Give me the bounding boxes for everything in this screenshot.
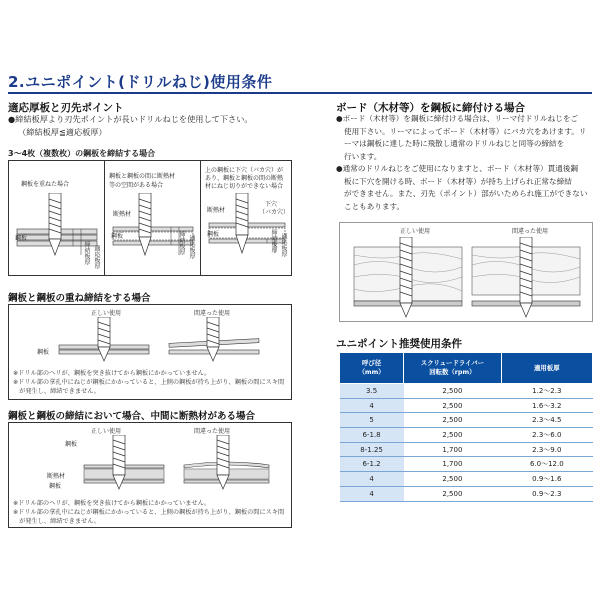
figure-board — [339, 222, 593, 322]
panel2-caption-line1: 鋼板と鋼板の間に断熱材 — [109, 173, 176, 180]
table-row — [340, 486, 593, 501]
panel2-label-insulation: 断熱材 — [113, 211, 132, 218]
fig3-label-insulation: 断熱材 — [47, 473, 66, 480]
cell-rpm: 2,500 — [404, 428, 501, 443]
fig2-wrong-label: 間違った使用 — [194, 310, 231, 317]
panel3-label-hole-sub: （バカ穴） — [259, 209, 290, 216]
cell-thickness: 0.9〜1.6 — [501, 472, 592, 487]
heading-insulation-fastening: 鋼板と鋼板の締結において場合、中間に断熱材がある場合 — [8, 411, 256, 422]
bullet-thickness-1: ●締結板厚より刃先ポイントが長いドリルねじを使用して下さい。 — [8, 114, 253, 124]
cell-diameter: 4 — [340, 472, 404, 487]
fig3-label-plate-top: 鋼板 — [65, 441, 78, 448]
board-bullet-1-line4: 行います。 — [344, 151, 382, 161]
cell-rpm: 2,500 — [404, 413, 501, 428]
figure-overlap — [8, 304, 292, 400]
panel1-label-applicable-thickness: 適応板厚 — [93, 245, 100, 269]
board-bullet-2-line3: ができません。また、刃先（ポイント）部がいためられ施工ができない — [344, 189, 588, 198]
panel-divider — [104, 161, 105, 275]
heading-overlap-fastening: 鋼板と鋼板の重ね締結をする場合 — [8, 293, 151, 304]
cell-rpm: 2,500 — [404, 486, 501, 501]
col-rpm-line1: スクリュードライバー — [420, 359, 485, 367]
cell-rpm: 1,700 — [404, 442, 501, 457]
sub-heading-multi-plate: 3〜4枚（複数枚）の鋼板を締結する場合 — [8, 149, 156, 158]
fig2-note-2: ※ドリル部の拿孔中にねじが鋼板にかかっていると、上側の鋼板が持ち上がり、鋼板の間にスキ間 — [13, 379, 285, 386]
cell-rpm: 2,500 — [404, 398, 501, 413]
col-rpm-line2: 回転数（rpm） — [429, 368, 476, 376]
screw-icon — [139, 193, 151, 255]
panel2-caption-line2: 等の空間がある場合 — [109, 182, 164, 189]
screw-icon — [400, 237, 412, 317]
board-bullet-1-line3: ーマは鋼板に達した時に飛散し通常のドリルねじと同等の締結を — [344, 139, 565, 148]
cell-diameter: 4 — [340, 398, 404, 413]
cell-diameter: 8-1.25 — [340, 442, 404, 457]
col-rpm — [404, 353, 501, 384]
cell-rpm: 2,500 — [404, 384, 501, 399]
cell-thickness: 0.9〜2.3 — [501, 486, 592, 501]
panel-divider — [200, 161, 201, 275]
panel3-label-insulation: 断熱材 — [207, 207, 226, 214]
cell-diameter: 6-1.2 — [340, 457, 404, 472]
panel2-label-applicable-thickness: 適応板厚 — [188, 235, 195, 259]
screw-icon — [207, 317, 219, 361]
board-bullet-2-line1: ●通常のドリルねじをご使用になりますと、ボード（木材等）貫通後鋼 — [336, 164, 579, 173]
fig3-correct-label: 正しい使用 — [91, 428, 122, 435]
table-row — [340, 413, 593, 428]
col-diameter-line2: （mm） — [358, 368, 385, 376]
panel1-caption: 鋼板を重ねた場合 — [21, 181, 70, 188]
title-rule — [8, 92, 592, 94]
table-row — [340, 428, 593, 443]
heading-board-fastening: ボード（木材等）を鋼板に締付ける場合 — [336, 102, 525, 114]
table-heading: ユニポイント推奨使用条件 — [336, 338, 462, 350]
fig3-note-1: ※ドリル部のヘリが、鋼板を突き抜けてから鋼板にかかっていません。 — [13, 500, 211, 507]
cell-thickness: 2.3〜4.5 — [501, 413, 592, 428]
section-title: 2.ユニポイント(ドリルねじ)使用条件 — [8, 73, 273, 91]
table-header-row — [340, 353, 593, 384]
panel1-label-fastening-thickness: 締結板厚 — [83, 241, 90, 265]
panel3-label-plate: 鋼板 — [207, 231, 220, 238]
table-row — [340, 472, 593, 487]
panel1-label-plate: 鋼板 — [15, 235, 28, 242]
board-bullet-1-line2: 使用下さい。リーマによってボード（木材等）にバカ穴をあけます。リ — [344, 126, 587, 136]
screw-icon — [520, 237, 532, 317]
fig2-note-1: ※ドリル部のヘリが、鋼板を突き抜けてから鋼板にかかっていません。 — [13, 370, 211, 377]
panel2-label-plate: 鋼板 — [111, 233, 124, 240]
board-bullet-1-line1: ●ボード（木材等）を鋼板に締付ける場合は、リーマ付ドリルねじをご — [336, 114, 579, 123]
table-row — [340, 442, 593, 457]
fig2-diagram — [29, 317, 279, 363]
panel3-caption-line1: 上の鋼板に下穴（バカ穴）が — [205, 167, 284, 174]
table-body — [340, 384, 593, 502]
cell-diameter: 6-1.8 — [340, 428, 404, 443]
fig3-label-plate-bottom: 鋼板 — [49, 483, 62, 490]
fig3-note-3: が発生し、締結できません。 — [13, 518, 100, 525]
panel3-caption-line3: 材にねじ切りができない場合 — [205, 183, 284, 190]
panel2-label-fastening-thickness: 締結板厚 — [178, 231, 185, 255]
board-diagram — [346, 237, 588, 319]
col-diameter-line1: 呼び径 — [362, 359, 382, 367]
panel3-label-fastening-thickness: 締結板厚 — [270, 229, 277, 253]
cell-diameter: 3.5 — [340, 384, 404, 399]
table-row — [340, 398, 593, 413]
cell-thickness: 1.2〜2.3 — [501, 384, 592, 399]
board-bullet-2-line4: こともあります。 — [344, 201, 405, 211]
cell-diameter: 5 — [340, 413, 404, 428]
cell-diameter: 4 — [340, 486, 404, 501]
panel3-caption-line2: あり、鋼板と鋼板の間の断熱 — [205, 175, 284, 182]
screw-icon — [236, 193, 248, 253]
cell-thickness: 6.0〜12.0 — [501, 457, 592, 472]
cell-thickness: 1.6〜3.2 — [501, 398, 592, 413]
figure-multi-plate — [8, 160, 292, 276]
board-fig-wrong-label: 間違った使用 — [512, 228, 549, 235]
fig3-wrong-label: 間違った使用 — [194, 428, 231, 435]
figure-insulation — [8, 422, 292, 528]
fig2-correct-label: 正しい使用 — [91, 310, 122, 317]
cell-rpm: 2,500 — [404, 472, 501, 487]
fig2-label-plate: 鋼板 — [37, 349, 50, 356]
spec-table — [339, 352, 593, 502]
cell-thickness: 2.3〜9.0 — [501, 442, 592, 457]
table-row — [340, 384, 593, 399]
cell-rpm: 1,700 — [404, 457, 501, 472]
col-diameter — [340, 353, 404, 384]
panel3-label-applicable-thickness: 適応板厚 — [280, 233, 287, 257]
fig2-note-3: が発生し、締結できません。 — [13, 388, 100, 395]
col-thickness: 適用板厚 — [501, 353, 592, 384]
table-row — [340, 457, 593, 472]
board-fig-correct-label: 正しい使用 — [400, 228, 431, 235]
board-bullet-1 — [336, 113, 596, 213]
screw-icon — [98, 317, 110, 361]
fig3-note-2: ※ドリル部の拿孔中にねじが鋼板にかかっていると、上側の鋼板が持ち上がり、鋼板の間にスキ間 — [13, 509, 285, 516]
panel3-label-hole: 下穴 — [265, 201, 278, 208]
heading-plate-thickness: 適応厚板と刃先ポイント — [8, 102, 124, 114]
board-bullet-2-line2: 板に下穴を開ける時、ボード（木材等）が持ち上げられ正常な締結 — [344, 176, 572, 186]
cell-thickness: 2.3〜6.0 — [501, 428, 592, 443]
bullet-thickness-2: （締結板厚≦適応板厚） — [18, 127, 107, 137]
